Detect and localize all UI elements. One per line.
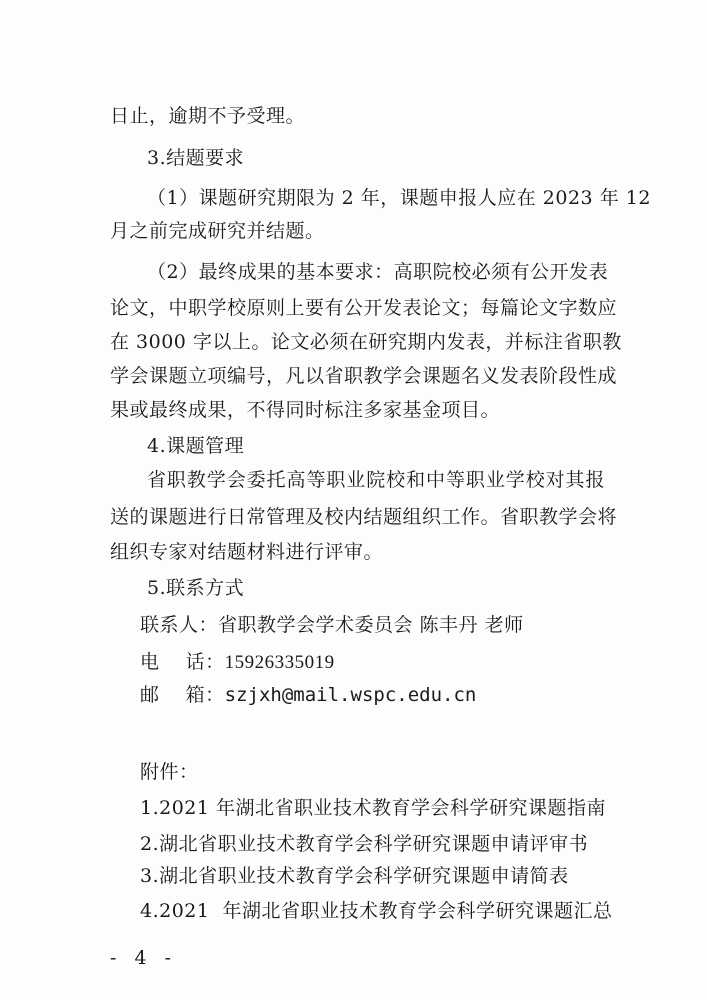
section-heading-project-management: 4.课题管理 — [147, 435, 245, 457]
contact-phone — [140, 644, 605, 680]
section-heading-contact: 5.联系方式 — [147, 577, 245, 599]
attachment-item: 1.2021 年湖北省职业技术教育学会科学研究课题指南 — [140, 797, 607, 819]
phone-number: 15926335019 — [224, 652, 335, 673]
paragraph-line: 学会课题立项编号，凡以省职教学会课题名义发表阶段性成 — [110, 365, 618, 387]
attachment-item: 2.湖北省职业技术教育学会科学研究课题申请评审书 — [140, 833, 589, 855]
page-number: - 4 - — [110, 947, 178, 969]
paragraph-line: 组织专家对结题材料进行评审。 — [110, 541, 384, 563]
paragraph-line: 送的课题进行日常管理及校内结题组织工作。省职教学会将 — [110, 506, 618, 528]
paragraph-line: 果或最终成果，不得同时标注多家基金项目。 — [110, 399, 501, 421]
phone-label: 电 话： — [140, 651, 225, 673]
attachment-item: 4.2021 年湖北省职业技术教育学会科学研究课题汇总 — [140, 900, 613, 922]
attachment-item: 3.湖北省职业技术教育学会科学研究课题申请简表 — [140, 865, 569, 887]
contact-person: 联系人：省职教学会学术委员会 陈丰丹 老师 — [140, 614, 524, 636]
paragraph-line: （2）最终成果的基本要求：高职院校必须有公开发表 — [147, 261, 609, 283]
paragraph-line: 在 3000 字以上。论文必须在研究期内发表，并标注省职教 — [110, 331, 622, 353]
section-heading-conclusion-requirements: 3.结题要求 — [147, 147, 245, 169]
paragraph-line: 月之前完成研究并结题。 — [110, 220, 325, 242]
paragraph-line: 日止，逾期不予受理。 — [110, 105, 306, 127]
paragraph-line: 省职教学会委托高等职业院校和中等职业学校对其报 — [147, 469, 605, 491]
email-address: szjxh@mail.wspc.edu.cn — [224, 684, 477, 706]
paragraph-line: 论文，中职学校原则上要有公开发表论文；每篇论文字数应 — [110, 297, 618, 319]
contact-email — [140, 677, 605, 713]
paragraph-line: （1）课题研究期限为 2 年，课题申报人应在 2023 年 12 — [147, 187, 651, 209]
attachments-heading: 附件： — [140, 761, 199, 783]
email-label: 邮 箱： — [140, 684, 225, 706]
